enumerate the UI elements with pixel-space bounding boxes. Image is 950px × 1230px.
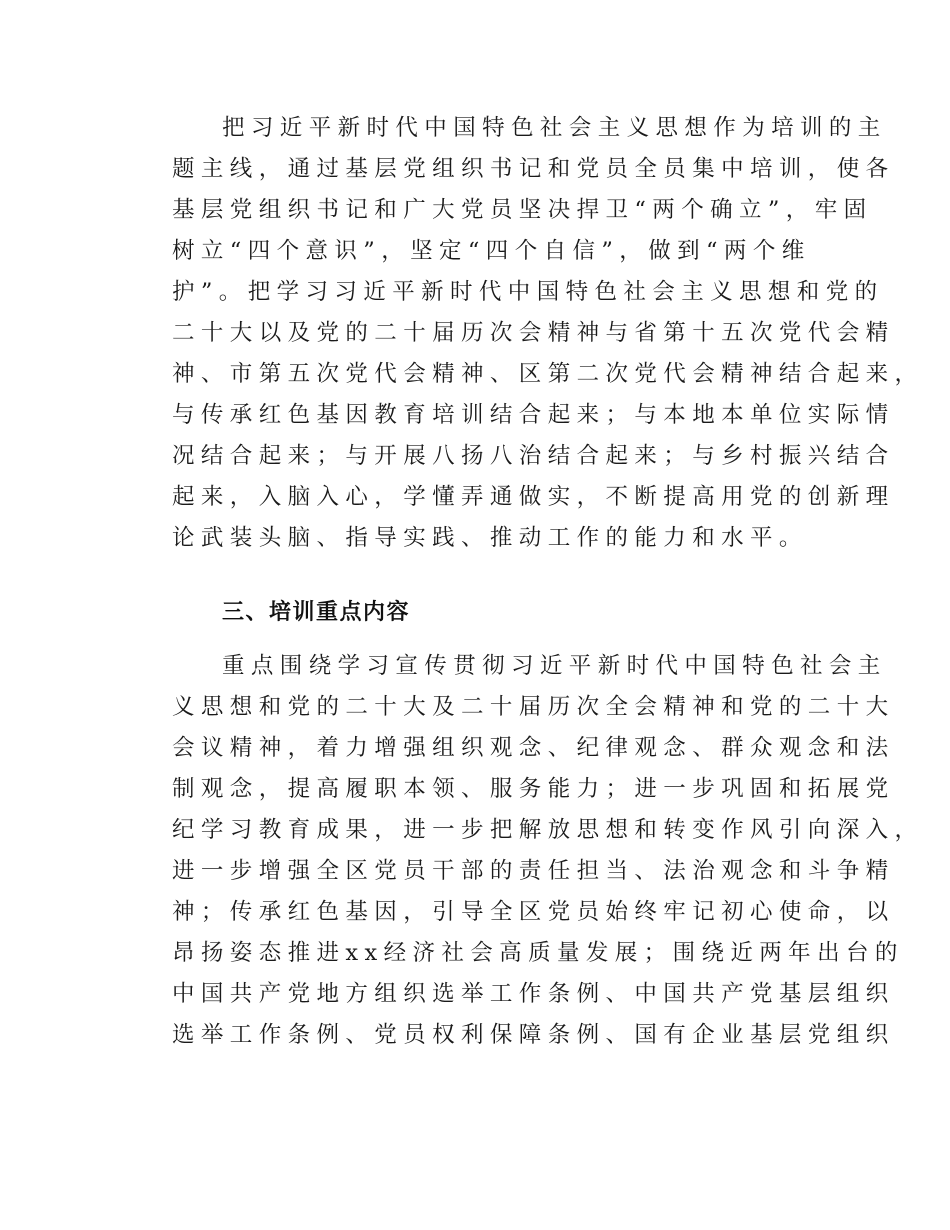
paragraph-line: 义思想和党的二十大及二十届历次全会精神和党的二十大 — [172, 694, 895, 720]
paragraph-line: 论武装头脑、指导实践、推动工作的能力和水平。 — [172, 525, 808, 551]
paragraph-line: 制观念，提高履职本领、服务能力；进一步巩固和拓展党 — [172, 776, 895, 802]
paragraph-line: 起来，入脑入心，学懂弄通做实，不断提高用党的创新理 — [172, 484, 895, 510]
paragraph-line: 把习近平新时代中国特色社会主义思想作为培训的主 — [222, 115, 887, 141]
paragraph-training-key-content — [172, 646, 924, 1056]
paragraph-line: 况结合起来；与开展八扬八治结合起来；与乡村振兴结合 — [172, 443, 895, 469]
paragraph-line: 题主线，通过基层党组织书记和党员全员集中培训，使各 — [172, 156, 895, 182]
section-heading: 三、培训重点内容 — [222, 600, 411, 625]
paragraph-line: 进一步增强全区党员干部的责任担当、法治观念和斗争精 — [172, 858, 895, 884]
paragraph-line: 与传承红色基因教育培训结合起来；与本地本单位实际情 — [172, 402, 895, 428]
paragraph-line: 重点围绕学习宣传贯彻习近平新时代中国特色社会主 — [222, 653, 887, 679]
paragraph-line: 选举工作条例、党员权利保障条例、国有企业基层党组织 — [172, 1022, 895, 1048]
paragraph-line: 基层党组织书记和广大党员坚决捍卫“两个确立”，牢固 — [172, 197, 873, 223]
paragraph-line: 神、市第五次党代会精神、区第二次党代会精神结合起来， — [172, 361, 924, 387]
paragraph-line: 中国共产党地方组织选举工作条例、中国共产党基层组织 — [172, 981, 895, 1007]
paragraph-line: 神；传承红色基因，引导全区党员始终牢记初心使命，以 — [172, 899, 895, 925]
paragraph-line: 纪学习教育成果，进一步把解放思想和转变作风引向深入， — [172, 817, 924, 843]
paragraph-line: 护”。把学习习近平新时代中国特色社会主义思想和党的 — [172, 279, 884, 305]
paragraph-line: 昂扬姿态推进xx经济社会高质量发展；围绕近两年出台的 — [172, 940, 904, 966]
paragraph-training-mainline — [172, 108, 924, 559]
paragraph-line: 树立“四个意识”，坚定“四个自信”，做到“两个维 — [172, 238, 811, 264]
paragraph-line: 会议精神，着力增强组织观念、纪律观念、群众观念和法 — [172, 735, 895, 761]
paragraph-line: 二十大以及党的二十届历次会精神与省第十五次党代会精 — [172, 320, 895, 346]
